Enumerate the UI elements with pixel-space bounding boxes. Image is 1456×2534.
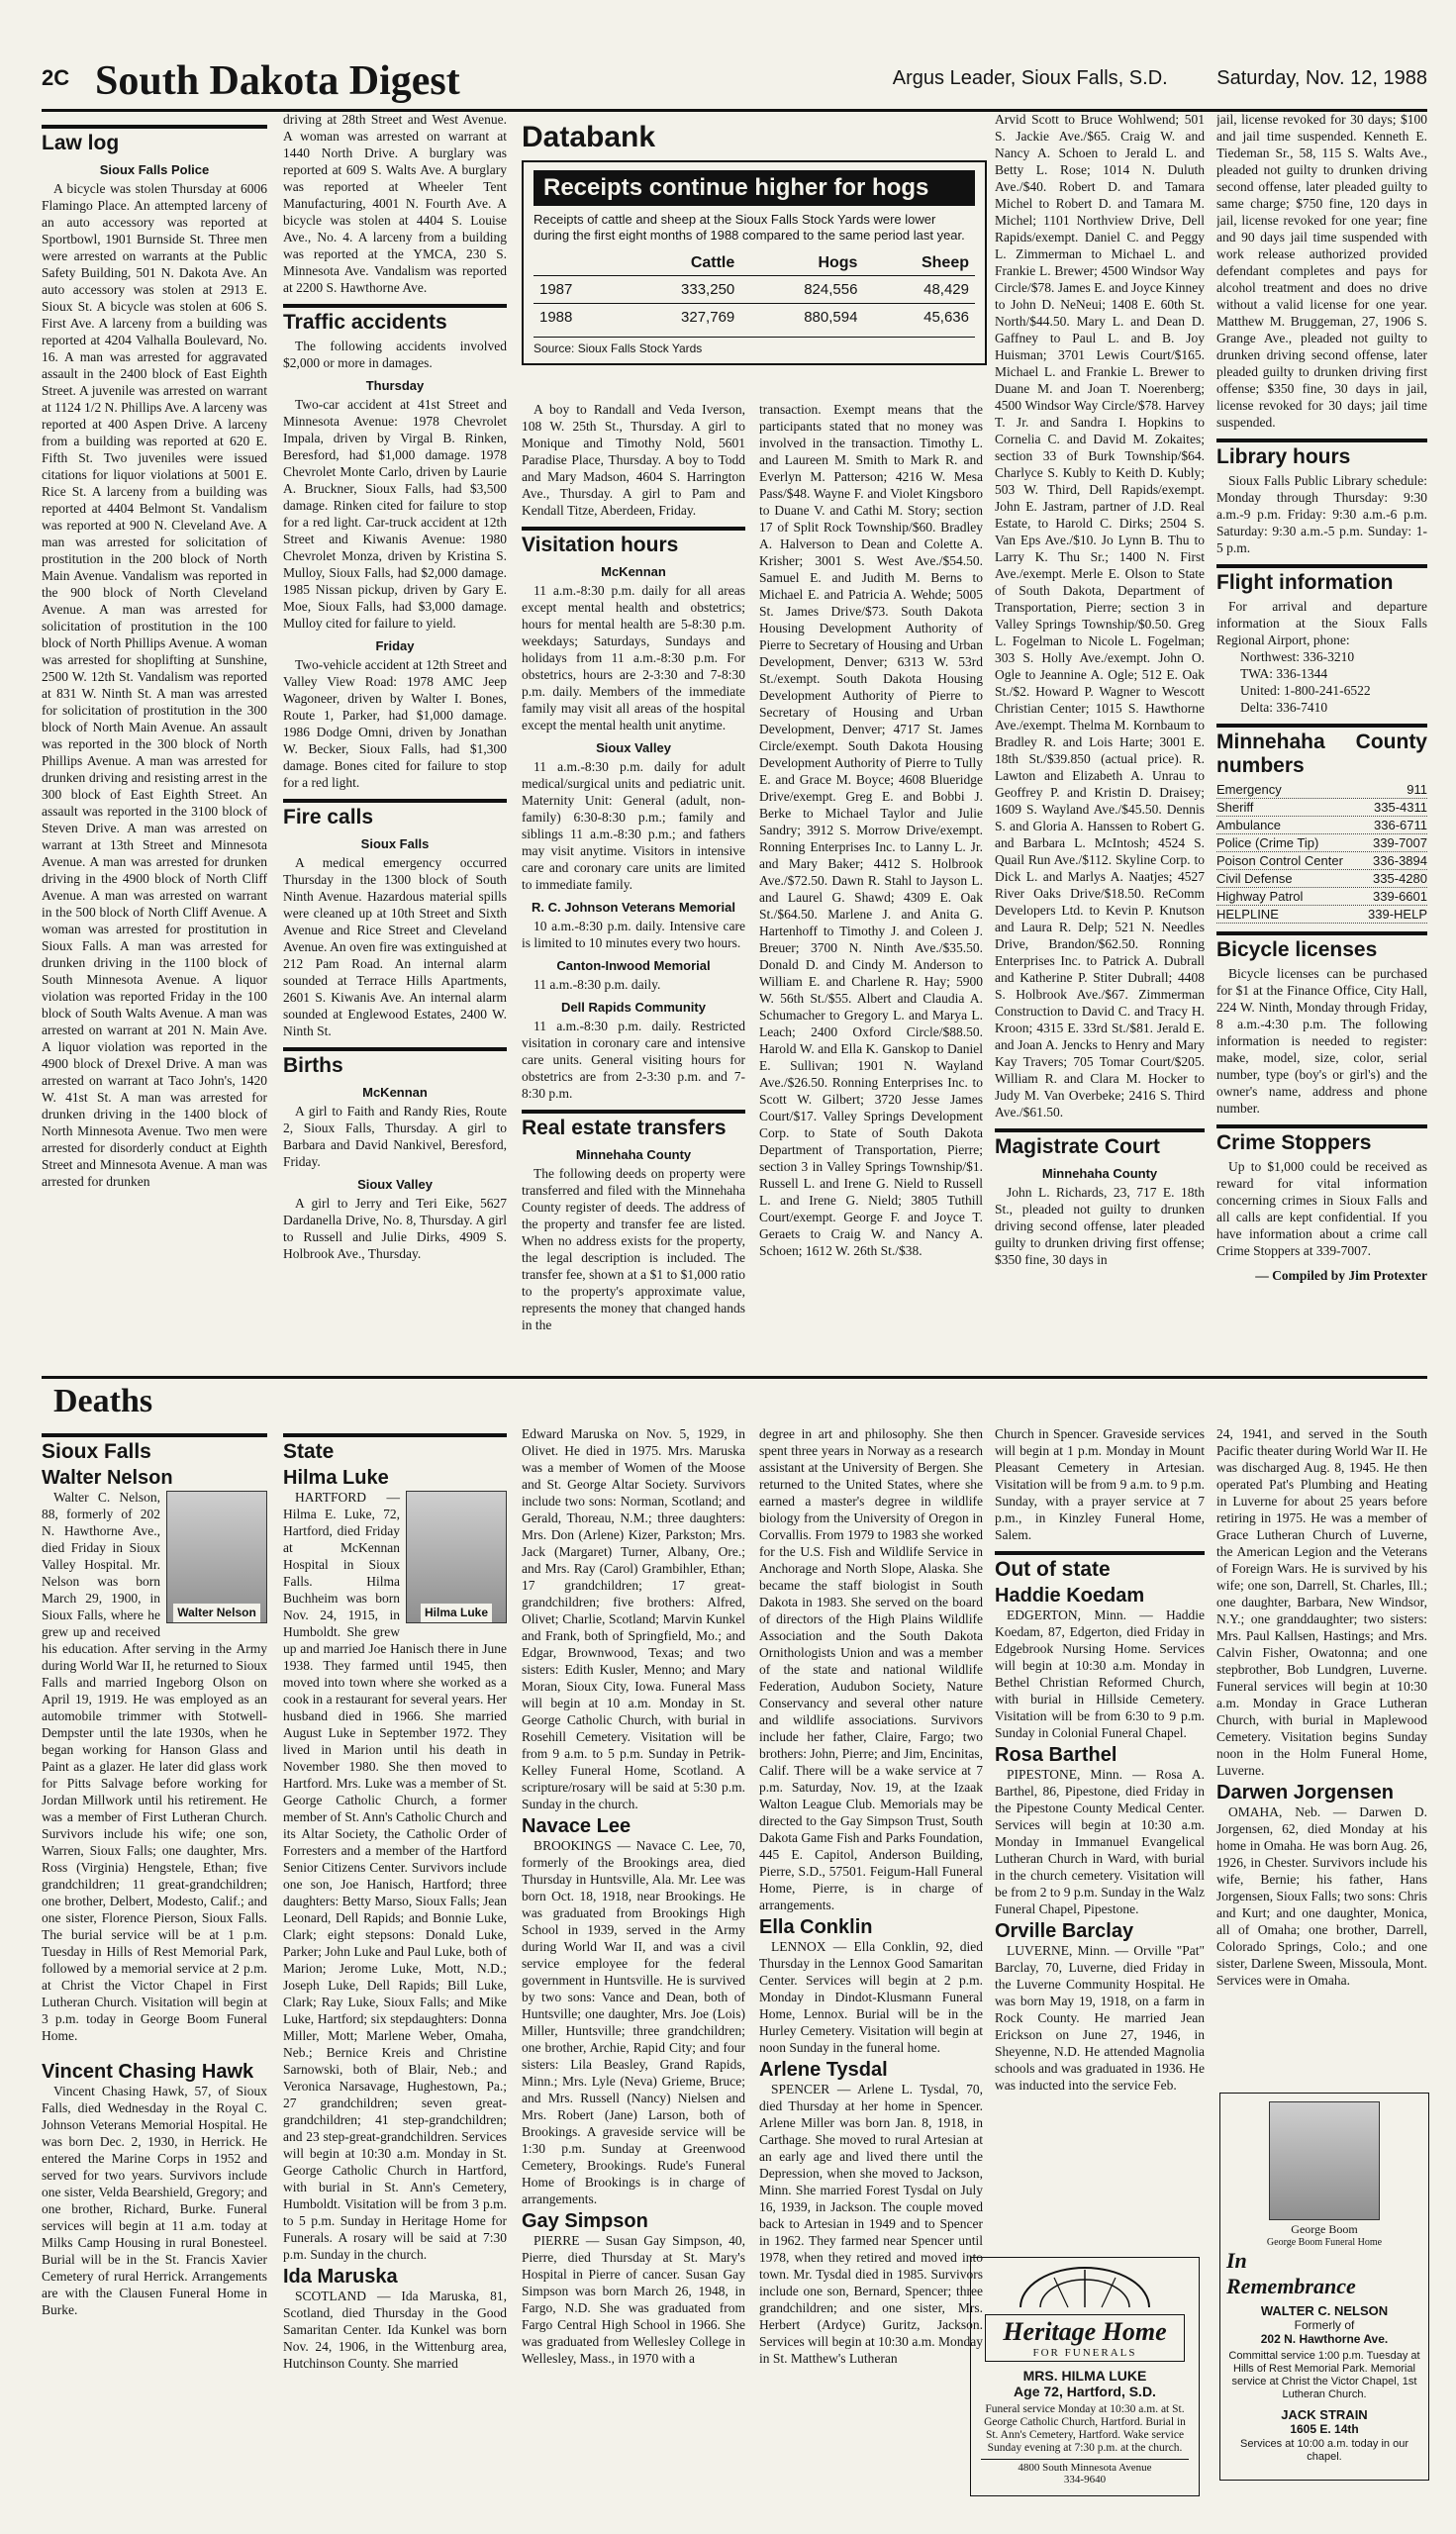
obit-cont: degree in art and philosophy. She then spent three years in Norway as a research assistant at the University of Bergen. She returned to the United States, where she earned a master's degree in wildlife biology from the University of Oregon in Corvallis. From 1979 to 1983 she worked for the U.S. Fish and Wildlife Service in Anchorage and North Slope, Alaska. She became the staff biologist in South Dakota in 1983. She served on the board of directors of the High Plains Wildlife Association and the South Dakota Ornithologists Union and was a member of the state and national Wildlife Federation, Audubon Society, Nature Conservancy and several other nature and wildlife associations. Survivors include her father, Claire, Fargo; two brothers: John, Pierre; and Jim, Encinitas, Calif. There will be a wake service at 7 p.m. Saturday, Nov. 19, at the Izaak Walton League Club. Memorials may be directed to the Gay Simpson Trust, South Dakota Game Fish and Parks Foundation, 445 E. Capitol, Anderson Building, Pierre, S.D., 57501. Feigum-Hall Funeral Home, Pierre, is in charge of arrangements. xyxy=(759,1426,983,1912)
visitation-sub-3: R. C. Johnson Veterans Memorial xyxy=(532,900,735,915)
obit-cont: Edward Maruska on Nov. 5, 1929, in Olivet. He died in 1975. Mrs. Maruska was a member of Women of the Moose and St. George Altar Society. Survivors include two sons: Norman, Scotland; and Gerald, Thoreau, N.M.; three daughters: Mrs. Don (Arlene) Kizer, Parkston; Mrs. Jack (Margaret) Turner, Albany, Ore.; and Mrs. Ray (Carol) Grambihler, Ethan; 17 grandchildren; 17 great-grandchildren; five brothers: Alfred, Olivet; Charlie, Scotland; Marvin Kunkel and Frank, both of Springfield, Mo.; and Edgar, Brownwood, Texas; and two sisters: Edith Kusler, Menno; and Mary Moran, Sioux City, Iowa. Funeral Mass will begin at 10 a.m. Monday in St. George Catholic Church, with burial in Rosehill Cemetery. Visitation will be from 9 a.m. to 5 p.m. Sunday in Petrik-Kelley Funeral Home, Scotland. A scripture/rosary will be said at 5:30 p.m. Sunday in the church. xyxy=(522,1426,745,1811)
deaths-region-state: State xyxy=(283,1433,507,1464)
obit-body: OMAHA, Neb. — Darwen D. Jorgensen, 62, died Monday at his home in Omaha. He was born Aug. 26, 1926, in Chester. Survivors include his wife, Bernie; his father, Hans Jorgensen, Sioux Falls; two sons: Chris and Kurt; and one daughter, Monica, all of Omaha; one brother, Darrell, Colorado Springs, Colo.; and one sister, Darlene Sween, Missoula, Mont. Services were in Omaha. xyxy=(1216,1804,1427,1988)
boom-caption-sub: George Boom Funeral Home xyxy=(1266,2237,1383,2248)
databank-row xyxy=(534,276,975,304)
number-row xyxy=(1216,817,1427,834)
fire-sub: Sioux Falls xyxy=(360,836,430,851)
boom-caption: George Boom xyxy=(1291,2222,1358,2236)
crime-heading: Crime Stoppers xyxy=(1216,1124,1427,1155)
column-4 xyxy=(759,401,983,1369)
obit-name: Navace Lee xyxy=(522,1815,631,1837)
obit-photo xyxy=(166,1491,267,1623)
number-label: Ambulance xyxy=(1216,818,1282,832)
photo-caption: Hilma Luke xyxy=(421,1604,492,1622)
bicycle-heading: Bicycle licenses xyxy=(1216,931,1427,962)
number-row xyxy=(1216,870,1427,888)
deaths-column-5 xyxy=(995,1425,1205,2247)
visitation-sub-1: McKennan xyxy=(601,564,666,579)
visitation-2: 11 a.m.-8:30 p.m. daily for adult medical/surgical units and pediatric unit. Maternity Unit: General (adult, non-family) 6:30-8:30 p.m.; family and siblings 11 a.m.-8:30 p.m.; and fathers may visit anytime. Visitors in intensive care and coronary care units are limited to immediate family. xyxy=(522,759,745,892)
obit-body: SPENCER — Arlene L. Tysdal, 70, died Thursday at her home in Spencer. Arlene Miller was born Jan. 8, 1918, in Carthage. She moved to rural Artesian at an early age and lived there until the Depression, when she moved to Jackson, Minn. She married Forest Tysdal on July 16, 1939, in Jackson. The couple moved back to Artesian in 1949 and to Spencer in 1962. They farmed near Spencer until 1978, when they retired and moved into town. Mr. Tysdal died in 1985. Survivors include one son, Bernard, Spencer; three grandchildren; and one sister, Mrs. Herbert (Ardyce) Guritz, Jackson. Services will begin at 10:30 a.m. Monday in St. Matthew's Lutheran xyxy=(759,2082,983,2366)
databank-cell: 45,636 xyxy=(863,304,975,332)
boom-second-address: 1605 E. 14th xyxy=(1290,2422,1359,2436)
photo-caption: Walter Nelson xyxy=(173,1604,260,1622)
boom-in: In xyxy=(1226,2248,1247,2273)
heritage-arch-logo xyxy=(1011,2264,1159,2309)
deaths-column-2 xyxy=(283,1425,507,2494)
databank-cell: 48,429 xyxy=(863,276,975,304)
obit-photo xyxy=(406,1491,507,1623)
obit-body: SCOTLAND — Ida Maruska, 81, Scotland, died Thursday in the Good Samaritan Center. Ida Kunkel was born Nov. 24, 1906, in the Wittenburg area, Hutchinson County. She married xyxy=(283,2289,507,2371)
number-label: HELPLINE xyxy=(1216,907,1279,922)
boom-second-name: JACK STRAIN xyxy=(1281,2407,1368,2422)
databank-cell: 333,250 xyxy=(618,276,740,304)
obit-body: PIPESTONE, Minn. — Rosa A. Barthel, 86, Pipestone, died Friday in the Pipestone County Medical Center. Services will begin at 10:30 a.m. Monday in Immanuel Evangelical Lutheran Church in Ward, with burial in the church cemetery. Visitation will be from 2 to 9 p.m. Sunday in the Walz Funeral Chapel, Pipestone. xyxy=(995,1767,1205,1916)
deaths-column-3 xyxy=(522,1425,745,2494)
births-cont: A boy to Randall and Veda Iverson, 108 W. 25th St., Thursday. A girl to Monique and Timothy Nold, 5601 Paradise Place, Thursday. A boy to Todd and Mary Madson, 4604 S. Harrington Ave., Thursday. A girl to Pam and Kendall Titze, Aberdeen, Friday. xyxy=(522,402,745,518)
section-title: South Dakota Digest xyxy=(95,58,460,104)
boom-line2: 202 N. Hawthorne Ave. xyxy=(1260,2332,1389,2346)
magistrate-body: John L. Richards, 23, 717 E. 18th St., pleaded not guilty to drunken driving second offense, later pleaded guilty to drunken driving first offense; $350 fine, 30 days in xyxy=(995,1185,1205,1267)
crime-body: Up to $1,000 could be received as reward for vital information concerning crimes in Sioux Falls and all calls are kept confidential. If you have information about a crime call Crime Stoppers at 339-7007. xyxy=(1216,1159,1427,1258)
databank-col-header: Sheep xyxy=(921,254,969,271)
real-estate-heading: Real estate transfers xyxy=(522,1110,745,1140)
databank-col-header: Hogs xyxy=(818,254,858,271)
deaths-region-out-of-state: Out of state xyxy=(995,1551,1205,1582)
number-label: Civil Defense xyxy=(1216,871,1293,886)
library-body: Sioux Falls Public Library schedule: Monday through Thursday: 9:30 a.m.-9 p.m. Friday: 9:30 a.m.-6 p.m. Saturday: 9:30 a.m.-5 p.m. Sunday: 1-5 p.m. xyxy=(1216,473,1427,555)
databank-source: Source: Sioux Falls Stock Yards xyxy=(534,337,975,355)
number-label: Police (Crime Tip) xyxy=(1216,835,1319,850)
column-2 xyxy=(283,111,507,1370)
flight-line: Delta: 336-7410 xyxy=(1240,700,1328,715)
visitation-sub-2: Sioux Valley xyxy=(596,740,671,755)
obit-body: Walter C. Nelson, 88, formerly of 202 N. Hawthorne Ave., died Friday in Sioux Valley Hospital. Mr. Nelson was born March 29, 1900, in Sioux Falls, where he grew up and received his education. After serving in the Army during World War II, he returned to Sioux Falls and married Ingeborg Olson on April 19, 1919. He was employed as an automobile trimmer with Stotwell-Dempster until the late 1930s, when he began working for Hanson Glass and Paint as a glazer. He later did glass work for Pitts Salvage before working for Jordan Millwork until his retirement. He was a member of First Lutheran Church. Survivors include his wife; one son, Warren, Sioux Falls; one daughter, Mrs. Ross (Virginia) Hengstele, Ethan; five grandchildren; 11 great-grandchildren; one brother, Delbert, Modesto, Calif.; and one sister, Florence Pierson, Sioux Falls. The burial service will be at 1 p.m. Tuesday in Hills of Rest Memorial Park, followed by a memorial service at 2 p.m. at Christ the Victor Chapel in First Lutheran Church. Visitation will begin at 3 p.m. today in George Boom Funeral Home. xyxy=(42,1490,267,2043)
number-label: Emergency xyxy=(1216,782,1282,797)
visitation-sub-4: Canton-Inwood Memorial xyxy=(556,958,711,973)
number-value: 339-7007 xyxy=(1373,835,1427,850)
flight-line: United: 1-800-241-6522 xyxy=(1240,683,1371,698)
law-log-body: A bicycle was stolen Thursday at 6006 Flamingo Place. An attempted larceny of an auto accessory was reported at Sportbowl, 1901 Burnside St. Three men were arrested on warrants at the Public Safety Building, 501 N. Dakota Ave. An auto accessory was stolen at 2913 E. Sioux St. A bicycle was stolen at 606 S. First Ave. A larceny from a building was reported at 4204 Valhalla Boulevard, No. 16. A man was arrested for aggravated assault in the 2400 block of East Eighth Street. A juvenile was arrested on warrant at 1124 1/2 N. Phillips Ave. A larceny was reported at 400 Aspen Drive. A larceny from a building was reported at 620 E. Fifth St. Two juveniles were issued citations for liquor violations at 5001 E. Rice St. A larceny from a building was reported at 4404 Belmont St. Vandalism was reported at 900 N. Cleveland Ave. A man was arrested for solicitation of prostitution in the 200 block of North Main Avenue. Vandalism was reported in the 900 block of North Cleveland Avenue. A man was arrested for solicitation of prostitution in the 100 block of North Phillips Avenue. A woman was arrested for shoplifting at Sunshine, 2500 W. 12th St. Vandalism was reported at 831 W. Ninth St. A man was arrested for solicitation of prostitution in the 300 block of North Main Avenue. An assault was reported in the 300 block of North Phillips Avenue. A man was arrested for drunken driving and resisting arrest in the 300 block of East Eighth Street. An assault was reported in the 3100 block of Steven Drive. A man was arrested on warrant at 13th Street and Minnesota Avenue. A man was arrested for drunken driving in the 4900 block of North Cliff Avenue. A man was arrested on warrant in the 500 block of North Cliff Avenue. A woman was arrested for prostitution in Sioux Falls. A man was arrested for drunken driving in the 1100 block of South Minnesota Avenue. A liquor violation was reported Friday in the 100 block of South Walts Avenue. A man was arrested on warrant at 201 N. Main Ave. A liquor violation was reported in the 4900 block of Drexel Drive. A man was arrested on warrant at Taco John's, 1420 W. 41st St. A man was arrested for drunken driving in the 1400 block of North Minnesota Avenue. Two men were arrested for disorderly conduct at Eighth Street and Minnesota Avenue. A man was arrested for drunken xyxy=(42,181,267,1189)
transfers-cont-2: Arvid Scott to Bruce Wohlwend; 501 S. Jackie Ave./$65. Craig W. and Nancy A. Schoen to Jerald L. and Betty L. Rose; 1014 N. Duluth Ave./$40. Robert D. and Tamara Michel to Robert D. and Tamara M. Michel; 1101 Northview Drive, Dell Rapids/exempt. Daniel C. and Peggy L. Zimmerman to Michael L. and Frankie L. Brewer; 4500 Windsor Way Circle/$78. James E. and Joyce Kinney to John D. NeNeui; 1408 E. 60th St. North/$44.50. Mary L. and Dean D. Gaffney to Paul L. and B. Joy Huisman; 3701 Lewis Court/$165. Michael L. and Frankie L. Brewer to Duane M. and Joan T. Noerenberg; 4500 Windsor Way Circle/$78. Harvey T. Jr. and Sandra I. Hopkins to Cornelia C. and David M. Zokaites; section 33 of Burk Township/$64. Charlyce S. Kubly to Keith D. Kubly; 503 W. Third, Dell Rapids/exempt. John E. Jastram, partner of J.D. Real Estate, to Harold C. Dirks; 2504 S. Van Eps Ave./$10. Jo Lynn B. Thu to Larry K. Thu Sr.; 1400 N. First Ave./exempt. Merle E. Olson to State of South Dakota, Department of Transportation, Pierre; section 3 in Valley Springs Township/$0.50. Greg L. Fogelman to Nicole L. Fogelman; 303 S. Holly Ave./exempt. John O. Ogle to Jeannine A. Ogle; 512 E. Oak St./$2. Howard P. Wagner to Wescott Christian Center; 1015 S. Hawthorne Ave./exempt. Thelma M. Kornbaum to Bradley R. and Lois Harte; 3001 E. 18th St./$39.850 (actual price). R. Lawton and Elizabeth A. Unrau to Geoffrey P. and Kristin D. Draisey; 1609 S. Wayland Ave./$45.50. Dennis S. and Gloria A. Hanssen to Robert G. and Barbara L. McIntosh; 4524 S. Quail Run Ave./$112. Skyline Corp. to Dick L. and Marlys A. Naatjes; 4527 River Oaks Drive/$18.50. ReComm Developers Ltd. to Kevin P. Knutson and Laura R. Delp; 521 N. Needles Drive, Brandon/$62.50. Ronning Enterprises Inc. to Patrick A. Dubrall and Katherine P. Stiter Dubrall; 4408 S. Holbrook Ave./$67. Zimmerman Construction to David C. and Tracy H. Kroon; 4315 E. 33rd St./$81. Jerald E. and Joan A. Jencks to Henry and Mary Kay Travers; 705 Tomar Court/$205. William R. and Clara M. Hocker to Judy M. Van Overbeke; 2416 S. Third Ave./$61.50. xyxy=(995,112,1205,1120)
heritage-sub: FOR FUNERALS xyxy=(1032,2347,1137,2359)
obit-body: BROOKINGS — Navace C. Lee, 70, formerly of the Brookings area, died Thursday in Huntsville, Ala. Mr. Lee was born Oct. 18, 1918, near Brookings. He was graduated from Brookings High School in 1939, served in the Army during World War II, and was a civil service employee for the federal government in Huntsville. He is survived by two sons: Vance and Dean, both of Huntsville; one daughter, Mrs. Joe (Lois) Miller, Huntsville; three grandchildren; one brother, Archie, Rapid City; and four sisters: Lila Beasley, Grand Rapids, Minn.; Mrs. Lyle (Neva) Grieme, Bruce; and Mrs. Russell (Nancy) Nielsen and Mrs. Robert (Jane) Larson, both of Brookings. A graveside service will be 1:30 p.m. Sunday at Greenwood Cemetery, Brookings. Rude's Funeral Home of Brookings is in charge of arrangements. xyxy=(522,1838,745,2206)
column-6 xyxy=(1216,111,1427,1370)
number-row xyxy=(1216,906,1427,924)
traffic-heading: Traffic accidents xyxy=(283,304,507,335)
flight-heading: Flight information xyxy=(1216,564,1427,595)
databank-title: Databank xyxy=(522,121,656,153)
number-value: 335-4280 xyxy=(1373,871,1427,886)
number-value: 336-6711 xyxy=(1374,818,1427,832)
heritage-home-ad xyxy=(970,2257,1200,2496)
traffic-sub-thursday: Thursday xyxy=(365,378,425,393)
issue-date: Saturday, Nov. 12, 1988 xyxy=(1216,67,1427,89)
obit-name: Darwen Jorgensen xyxy=(1216,1782,1394,1803)
heritage-address: 4800 South Minnesota Avenue xyxy=(981,2459,1189,2474)
number-row xyxy=(1216,852,1427,870)
fire-body: A medical emergency occurred Thursday in the 1300 block of South Ninth Avenue. Hazardous material spills were cleaned up at 10th Street and Sixth Avenue and Rice Street and Cleveland Avenue. An oven fire was extinguished at 212 Pam Road. An internal alarm sounded at Terrace Hills Apartments, 2601 S. Kiwanis Ave. An internal alarm sounded at Englewood Estates, 2400 W. Ninth St. xyxy=(283,855,507,1038)
column-5 xyxy=(995,111,1205,1370)
databank-description: Receipts of cattle and sheep at the Sioux Falls Stock Yards were lower during the first eight months of 1988 compared to the same period last year. xyxy=(534,212,965,243)
column-3 xyxy=(522,401,745,1369)
flight-body: For arrival and departure information at the Sioux Falls Regional Airport, phone: xyxy=(1216,599,1427,647)
number-value: 335-4311 xyxy=(1374,800,1427,815)
heritage-text: Funeral service Monday at 10:30 a.m. at St. George Catholic Church, Hartford. Burial in St. Ann's Cemetery, Hartford. Wake service Sunday evening at 7:30 p.m. at the church. xyxy=(984,2403,1186,2454)
databank-row xyxy=(534,304,975,332)
number-value: 339-6601 xyxy=(1373,889,1427,904)
deaths-column-1 xyxy=(42,1425,267,2494)
obit-name: Arlene Tysdal xyxy=(759,2059,888,2081)
traffic-sub-friday: Friday xyxy=(375,638,415,653)
column-law-log xyxy=(42,117,267,1369)
databank-heading: Receipts continue higher for hogs xyxy=(534,170,975,206)
deaths-region-sioux-falls: Sioux Falls xyxy=(42,1433,267,1464)
obit-name: Rosa Barthel xyxy=(995,1744,1117,1766)
visitation-4: 11 a.m.-8:30 p.m. daily. xyxy=(534,977,661,992)
births-heading: Births xyxy=(283,1047,507,1078)
masthead xyxy=(42,57,1427,112)
databank xyxy=(522,121,987,365)
obit-name: Haddie Koedam xyxy=(995,1585,1145,1607)
flight-line: TWA: 336-1344 xyxy=(1240,666,1328,681)
boom-visitation: Services at 10:00 a.m. today in our chapel. xyxy=(1240,2438,1408,2463)
magistrate-cont: jail, license revoked for 30 days; $100 and jail time suspended. Kenneth E. Tiedeman Sr., 58, 115 S. Walts Ave., pleaded not guilty to drunken driving second offense, later pleaded guilty to same charge; $750 fine, 120 days in jail, license revoked for one year; fine and 90 days jail time suspended with work release authorized provided defendant completes and pays for alcohol treatment and does no drive without a valid license for one year. Matthew M. Bruggeman, 27, 1906 S. Grange Ave., pleaded not guilty to drunken driving second offense, later pleaded guilty to drunken driving first offense; $350 fine, 30 days in jail, license revoked for 30 days; jail time suspended. xyxy=(1216,112,1427,430)
obit-name: Gay Simpson xyxy=(522,2210,648,2232)
heritage-name: MRS. HILMA LUKE xyxy=(1022,2368,1147,2384)
obit-body: HARTFORD — Hilma E. Luke, 72, Hartford, died Friday at McKennan Hospital in Sioux Falls. Hilma Buchheim was born Nov. 24, 1915, in Humboldt. She grew up and married Joe Hanisch there in June 1938. They farmed until 1945, then moved into town where she worked as a cook in a restaurant for several years. Her husband died in 1966. She married August Luke in September 1972. They lived in Marion until his death in November 1980. She then moved to Hartford. Mrs. Luke was a member of St. George Catholic Church, a former member of St. Ann's Catholic Church and its Altar Society, the Catholic Order of Forresters and a member of the Hartford Senior Citizens Center. Survivors include one son, Joe Hanisch, Hartford; three daughters: Betty Marso, Sioux Falls; Jean Leonard, Dell Rapids; and Bonnie Luke, Clark; eight stepsons: Donald Luke, Parker; John Luke and Paul Luke, both of Marion; Jerome Luke, Mott, N.D.; Joseph Luke, Dell Rapids; Bill Luke, Clark; Ray Luke, Sioux Falls; and Mike Luke, Hartford; six stepdaughters: Donna Miller, Mott; Marlene Weber, Omaha, Neb.; Bernice Kreis and Christine Sarnowski, both of Blair, Neb.; and Veronica Narsavage, Hughestown, Pa.; 27 grandchildren; seven great-grandchildren; 41 step-grandchildren; and 23 step-great-grandchildren. Services will begin at 10:30 a.m. Monday in St. George Catholic Church in Hartford, with burial in St. Ann's Cemetery, Humboldt. Visitation will be from 3 p.m. to 5 p.m. Sunday in Heritage Home for Funerals. A rosary will be said at 7:30 p.m. Sunday in the church. xyxy=(283,1490,507,2262)
number-label: Sheriff xyxy=(1216,800,1254,815)
obit-body: LENNOX — Ella Conklin, 92, died Thursday in the Lennox Good Samaritan Center. Services will begin at 2 p.m. Monday in Dindot-Klusmann Funeral Home, Lennox. Burial will be in the Hurley Cemetery. Visitation will begin at noon Sunday in the funeral home. xyxy=(759,1939,983,2055)
magistrate-sub: Minnehaha County xyxy=(1041,1166,1158,1181)
transfers-cont: transaction. Exempt means that the participants stated that no money was involved in the transaction. Timothy L. and Laureen M. Smith to Mark R. and Everlyn M. Patterson; 4216 W. Mesa Pass/$48. Wayne F. and Violet Kingsboro to Duane V. and Cathi M. Story; section 17 of Split Rock Township/$60. Bradley A. Halverson to Dean and Colette A. Krisher; 3001 S. West Ave./$54.50. Samuel E. and Judith M. Berns to Michael E. and Patricia A. Wehde; 5005 St. James Drive/$73. South Dakota Housing Development Authority of Pierre to Secretary of Housing and Urban Development, Denver; 6313 W. 53rd St./exempt. South Dakota Housing Development Authority of Pierre to Secretary of Housing and Urban Development, Denver; 4717 St. James Circle/exempt. South Dakota Housing Development Authority of Pierre to Tully E. and Grace M. Boyce; 4608 Blueridge Drive/exempt. Greg E. and Bobbi J. Berke to Michael Taylor and Julie Sandry; 3912 S. Morrow Drive/exempt. Ronning Enterprises Inc. to Lanny L. Jr. and Mary Baker; 4412 S. Holbrook Ave./$72.50. Dawn R. Stahl to Jayson L. and Laurel G. Shawd; 4309 E. Oak St./$64.50. Marlene J. and Anita G. Hartenhoff to Timothy J. and Coleen J. Breuer; 3700 N. Ninth Ave./$35.50. Donald D. and Cindy M. Anderson to William E. and Charlene R. Hay; 5900 W. 56th St./$55. Albert and Claudia A. Schumacher to Gregory L. and Marya L. Leach; 2400 Oxford Circle/$88.50. Harold W. and Ella K. Ganskop to Daniel E. Sullivan; 1901 N. Wayland Ave./$26.50. Ronning Enterprises Inc. to Scott W. Gilbert; 3720 Jesse James Court/$17. Valley Springs Development Corp. to State of South Dakota Department of Transportation, Pierre; section 3 in Valley Springs Township/$1. Russell L. and Irene G. Nield to Russell L. and Irene G. Nield; 3805 Tuthill Court/exempt. George F. and Joyce T. Geraets to Craig W. and Nancy A. Schoen; 1612 W. 26th St./$38. xyxy=(759,402,983,1258)
masthead-info xyxy=(849,67,1427,90)
number-row xyxy=(1216,834,1427,852)
obit-cont: Church in Spencer. Graveside services will begin at 1 p.m. Monday in Mount Pleasant Cemetery in Artesian. Visitation will be from 9 a.m. to 9 p.m. Sunday, with a prayer service at 7 p.m., in Kinzley Funeral Home, Salem. xyxy=(995,1426,1205,1542)
number-value: 336-3894 xyxy=(1373,853,1427,868)
boom-name: WALTER C. NELSON xyxy=(1260,2303,1389,2318)
obit-cont: 24, 1941, and served in the South Pacific theater during World War II. He was discharged Aug. 8, 1945. He then operated Pat's Plumbing and Heating in Luverne for about 25 years before retiring in 1975. He was a member of Grace Lutheran Church of Luverne, the American Legion and the Veterans of Foreign Wars. He is survived by his wife; one son, Darrell, St. Charles, Ill.; one daughter, Barbara, New Windsor, N.Y.; one granddaughter; two sisters: Mrs. Paul Kallsen, Hastings; and Mrs. Calvin Fisher, Owatonna; and one stepbrother, Bob Lundgren, Luverne. Funeral services will begin at 10:30 a.m. Monday in Grace Lutheran Church, with burial in Maplewood Cemetery. Visitation begins Sunday noon in the Holm Funeral Home, Luverne. xyxy=(1216,1426,1427,1778)
paper-name: Argus Leader, Sioux Falls, S.D. xyxy=(892,67,1168,89)
numbers-list xyxy=(1216,781,1427,924)
real-estate-sub: Minnehaha County xyxy=(575,1147,692,1162)
births-sub-mckennan: McKennan xyxy=(362,1085,428,1100)
deaths-section xyxy=(42,1376,1427,1420)
births-mckennan: A girl to Faith and Randy Ries, Route 2, Sioux Falls, Thursday. A girl to Barbara and David Nankivel, Beresford, Friday. xyxy=(283,1104,507,1169)
visitation-sub-5: Dell Rapids Community xyxy=(561,1000,706,1015)
births-sioux-valley: A girl to Jerry and Teri Eike, 5627 Dardanella Drive, No. 8, Thursday. A girl to Russell and Julie Dirks, 4909 S. Holbrook Ave., Thursday. xyxy=(283,1196,507,1261)
databank-table xyxy=(534,251,975,331)
databank-header-row xyxy=(534,251,975,276)
births-sub-sioux-valley: Sioux Valley xyxy=(357,1177,433,1192)
databank-col-header xyxy=(534,251,618,276)
obit-name: Vincent Chasing Hawk xyxy=(42,2061,254,2083)
boom-text: Committal service 1:00 p.m. Tuesday at Hills of Rest Memorial Park. Memorial service at Christ the Victor Chapel, 1st Lutheran Church. xyxy=(1228,2350,1420,2400)
real-estate-body: The following deeds on property were transferred and filed with the Minnehaha County register of deeds. The address of the property and transfer fee are listed. When no address exists for the property, the legal description is included. The transfer fee, shown at a $1 to $1,000 ratio to the property's approximate value, represents the money that changed hands in the xyxy=(522,1166,745,1332)
obit-name: Hilma Luke xyxy=(283,1467,389,1489)
number-label: Poison Control Center xyxy=(1216,853,1343,868)
numbers-heading: Minnehaha County numbers xyxy=(1216,724,1427,778)
databank-cell: 880,594 xyxy=(740,304,863,332)
obit-name: Ella Conklin xyxy=(759,1916,873,1938)
number-row xyxy=(1216,781,1427,799)
boom-line1: Formerly of xyxy=(1294,2318,1355,2332)
databank-cell: 1987 xyxy=(534,276,618,304)
flight-line: Northwest: 336-3210 xyxy=(1240,649,1355,664)
bicycle-body: Bicycle licenses can be purchased for $1 at the Finance Office, City Hall, 224 W. Ninth, Monday through Friday, 8 a.m.-4:30 p.m. The following information is needed to register: make, model, size, color, serial number, type (boy's or girl's) and the owner's name, address and phone number. xyxy=(1216,966,1427,1116)
visitation-3: 10 a.m.-8:30 p.m. daily. Intensive care is limited to 10 minutes every two hours. xyxy=(522,919,745,950)
visitation-1: 11 a.m.-8:30 p.m. daily for all areas except mental health and obstetrics; hours for mental health are 5-8:30 p.m. weekdays; Saturdays, Sundays and holidays from 11 a.m.-8:30 p.m. For obstetrics, hours are 2-3:30 and 7-8:30 p.m. daily. Members of the immediate family may visit all areas of the hospital except the mental health unit anytime. xyxy=(522,583,745,732)
fire-heading: Fire calls xyxy=(283,799,507,829)
databank-cell: 327,769 xyxy=(618,304,740,332)
number-row xyxy=(1216,888,1427,906)
obit-body: Vincent Chasing Hawk, 57, of Sioux Falls, died Wednesday in the Royal C. Johnson Veterans Memorial Hospital. He was born Dec. 2, 1930, in Herrick. He entered the Marine Corps in 1952 and served for two years. Survivors include one sister, Velda Bearshield, Gregory; and one brother, Richard, Burke. Funeral services will begin at 11 a.m. today at Milks Camp Housing in rural Bonesteel. Burial will be in the St. Francis Xavier Cemetery of rural Herrick. Arrangements are with the Clausen Funeral Home in Burke. xyxy=(42,2084,267,2317)
obit-body: LUVERNE, Minn. — Orville "Pat" Barclay, 70, Luverne, died Friday in the Luverne Community Hospital. He was born May 19, 1918, on a farm in Rock County. He married Jean Erickson on June 27, 1946, in Sheyenne, N.D. He attended Magnolia schools and was graduated in 1936. He was inducted into the service Feb. xyxy=(995,1943,1205,2093)
obit-name: Ida Maruska xyxy=(283,2266,398,2288)
number-value: 911 xyxy=(1407,782,1427,797)
number-value: 339-HELP xyxy=(1368,907,1427,922)
heritage-phone: 334-9640 xyxy=(1063,2474,1107,2485)
obit-name: Orville Barclay xyxy=(995,1920,1134,1942)
deaths-title: Deaths xyxy=(53,1383,153,1419)
boom-remembrance: Remembrance xyxy=(1226,2274,1356,2298)
databank-box xyxy=(522,160,987,365)
george-boom-ad xyxy=(1219,2093,1429,2481)
law-log-cont: driving at 28th Street and West Avenue. A woman was arrested on warrant at 1440 North Drive. A burglary was reported at 609 S. Walts Ave. A burglary was reported at Wheeler Tent Manufacturing, 4001 N. Fourth Ave. A bicycle was stolen at 4404 S. Louise Ave., No. 4. A larceny from a building was reported at the YMCA, 230 S. Minnesota Ave. Vandalism was reported at 2200 S. Hawthorne Ave. xyxy=(283,112,507,295)
deaths-column-6 xyxy=(1216,1425,1427,2084)
magistrate-heading: Magistrate Court xyxy=(995,1128,1205,1159)
traffic-friday: Two-vehicle accident at 12th Street and Valley View Road: 1978 AMC Jeep Wagoneer, driven by Walter I. Bones, Route 1, Parker, had $1,000 damage. 1986 Dodge Omni, driven by Jonathan W. Becker, Sioux Falls, had $1,300 damage. Bones cited for failure to stop for a red light. xyxy=(283,657,507,790)
obit-body: EDGERTON, Minn. — Haddie Koedam, 87, Edgerton, died Friday in Edgebrook Nursing Home. Services will begin at 10:30 a.m. Monday in Bethel Christian Reformed Church, with burial in Hillside Cemetery. Visitation will be from 6:30 to 9 p.m. Sunday in Colonial Funeral Chapel. xyxy=(995,1608,1205,1740)
databank-cell: 1988 xyxy=(534,304,618,332)
boom-photo xyxy=(1269,2101,1380,2220)
obit-name: Walter Nelson xyxy=(42,1467,173,1489)
flight-numbers xyxy=(1216,648,1427,716)
library-heading: Library hours xyxy=(1216,439,1427,469)
heritage-brand: Heritage Home xyxy=(1003,2317,1167,2346)
obit-body: PIERRE — Susan Gay Simpson, 40, Pierre, died Thursday at St. Mary's Hospital in Pierre of cancer. Susan Gay Simpson was born March 26, 1948, in Fargo, N.D. She was graduated from Fargo Central High School in 1966. She was graduated from Wellesley College in Wellesley, Mass., in 1970 with a xyxy=(522,2233,745,2366)
heritage-age: Age 72, Hartford, S.D. xyxy=(1014,2384,1156,2399)
number-row xyxy=(1216,799,1427,817)
law-log-sub: Sioux Falls Police xyxy=(99,162,210,177)
compiled-by: — Compiled by Jim Protexter xyxy=(1255,1268,1427,1283)
page-number: 2C xyxy=(42,65,70,90)
traffic-intro: The following accidents involved $2,000 or more in damages. xyxy=(283,339,507,370)
law-log-heading: Law log xyxy=(42,125,267,155)
visitation-5: 11 a.m.-8:30 p.m. daily. Restricted visitation in coronary care and intensive care units. General visiting hours for obstetrics are from 2-3:30 p.m. and 7-8:30 p.m. xyxy=(522,1019,745,1101)
deaths-column-4 xyxy=(759,1425,983,2494)
databank-cell: 824,556 xyxy=(740,276,863,304)
databank-col-header: Cattle xyxy=(690,254,735,271)
number-label: Highway Patrol xyxy=(1216,889,1304,904)
traffic-thursday: Two-car accident at 41st Street and Minnesota Avenue: 1978 Chevrolet Impala, driven by Virgal B. Rinken, Beresford, had $1,000 damage. 1978 Chevrolet Monte Carlo, driven by Laurie A. Bruckner, Sioux Falls, had $3,500 damage. Rinken cited for failure to stop for a red light. Car-truck accident at 12th Street and Kiwanis Avenue: 1980 Chevrolet Monza, driven by Kristina S. Mulloy, Sioux Falls, had $2,000 damage. 1985 Nissan pickup, driven by Gary E. Moe, Sioux Falls, had $3,000 damage. Mulloy cited for failure to yield. xyxy=(283,397,507,631)
visitation-heading: Visitation hours xyxy=(522,527,745,557)
